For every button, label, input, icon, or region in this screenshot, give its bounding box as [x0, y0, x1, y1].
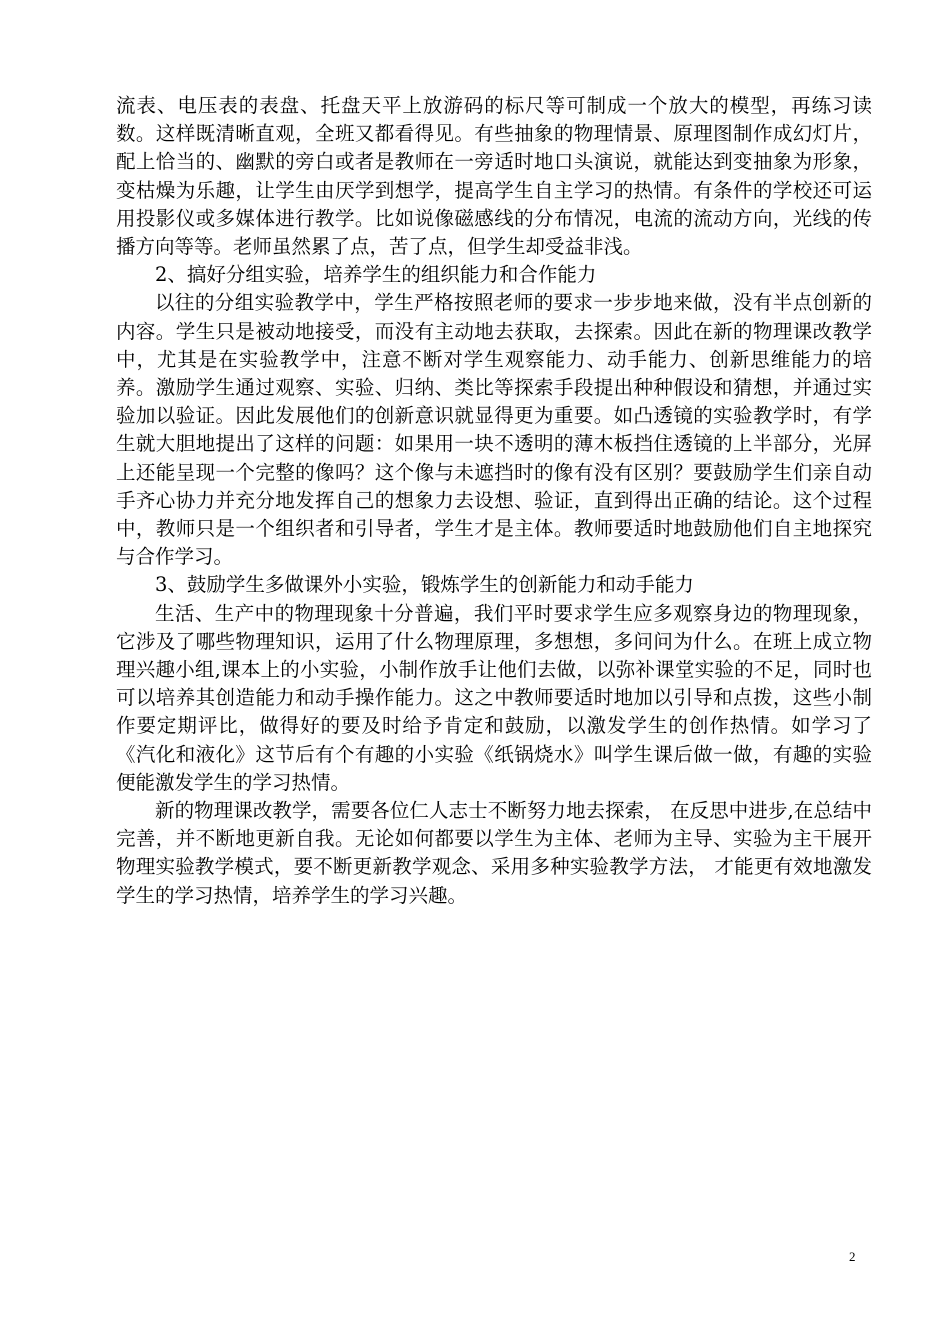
paragraph-extracurricular-experiments: 生活、生产中的物理现象十分普遍，我们平时要求学生应多观察身边的物理现象，它涉及了哪些物理知识，运用了什么物理原理，多想想，多问问为什么。在班上成立物理兴趣小组,课本上的小实验，小制作放手让他们去做，以弥补课堂实验的不足，同时也可以培养其创造能力和动手操作能力。这之中教师要适时地加以引导和点拨，这些小制作要定期评比，做得好的要及时给予肯定和鼓励，以激发学生的创作热情。如学习了《汽化和液化》这节后有个有趣的小实验《纸锅烧水》叫学生课后做一做，有趣的实验便能激发学生的学习热情。 [116, 601, 872, 794]
section-heading-3: 3、鼓励学生多做课外小实验，锻炼学生的创新能力和动手能力 [155, 573, 694, 597]
section-heading-2: 2、搞好分组实验，培养学生的组织能力和合作能力 [155, 263, 597, 287]
paragraph-continuation: 流表、电压表的表盘、托盘天平上放游码的标尺等可制成一个放大的模型，再练习读数。这样既清晰直观，全班又都看得见。有些抽象的物理情景、原理图制作成幻灯片，配上恰当的、幽默的旁白或者是教师在一旁适时地口头演说，就能达到变抽象为形象，变枯燥为乐趣，让学生由厌学到想学，提高学生自主学习的热情。有条件的学校还可运用投影仪或多媒体进行教学。比如说像磁感线的分布情况，电流的流动方向，光线的传播方向等等。老师虽然累了点，苦了点，但学生却受益非浅。 [116, 94, 872, 259]
paragraph-conclusion: 新的物理课改教学，需要各位仁人志士不断努力地去探索， 在反思中进步,在总结中完善，并不断地更新自我。无论如何都要以学生为主体、老师为主导、实验为主干展开物理实验教学模式，要不断更新教学观念、采用多种实验教学方法， 才能更有效地激发学生的学习热情，培养学生的学习兴趣。 [116, 799, 872, 907]
paragraph-group-experiments: 以往的分组实验教学中，学生严格按照老师的要求一步步地来做，没有半点创新的内容。学生只是被动地接受，而没有主动地去获取，去探索。因此在新的物理课改教学中，尤其是在实验教学中，注意不断对学生观察能力、动手能力、创新思维能力的培养。激励学生通过观察、实验、归纳、类比等探索手段提出种种假设和猜想，并通过实验加以验证。因此发展他们的创新意识就显得更为重要。如凸透镜的实验教学时，有学生就大胆地提出了这样的问题：如果用一块不透明的薄木板挡住透镜的上半部分，光屏上还能呈现一个完整的像吗？这个像与未遮挡时的像有没有区别？要鼓励学生们亲自动手齐心协力并充分地发挥自己的想象力去设想、验证，直到得出正确的结论。这个过程中，教师只是一个组织者和引导者，学生才是主体。教师要适时地鼓励他们自主地探究与合作学习。 [116, 291, 872, 569]
document-body [116, 92, 872, 910]
page-number: 2 [849, 1249, 856, 1264]
